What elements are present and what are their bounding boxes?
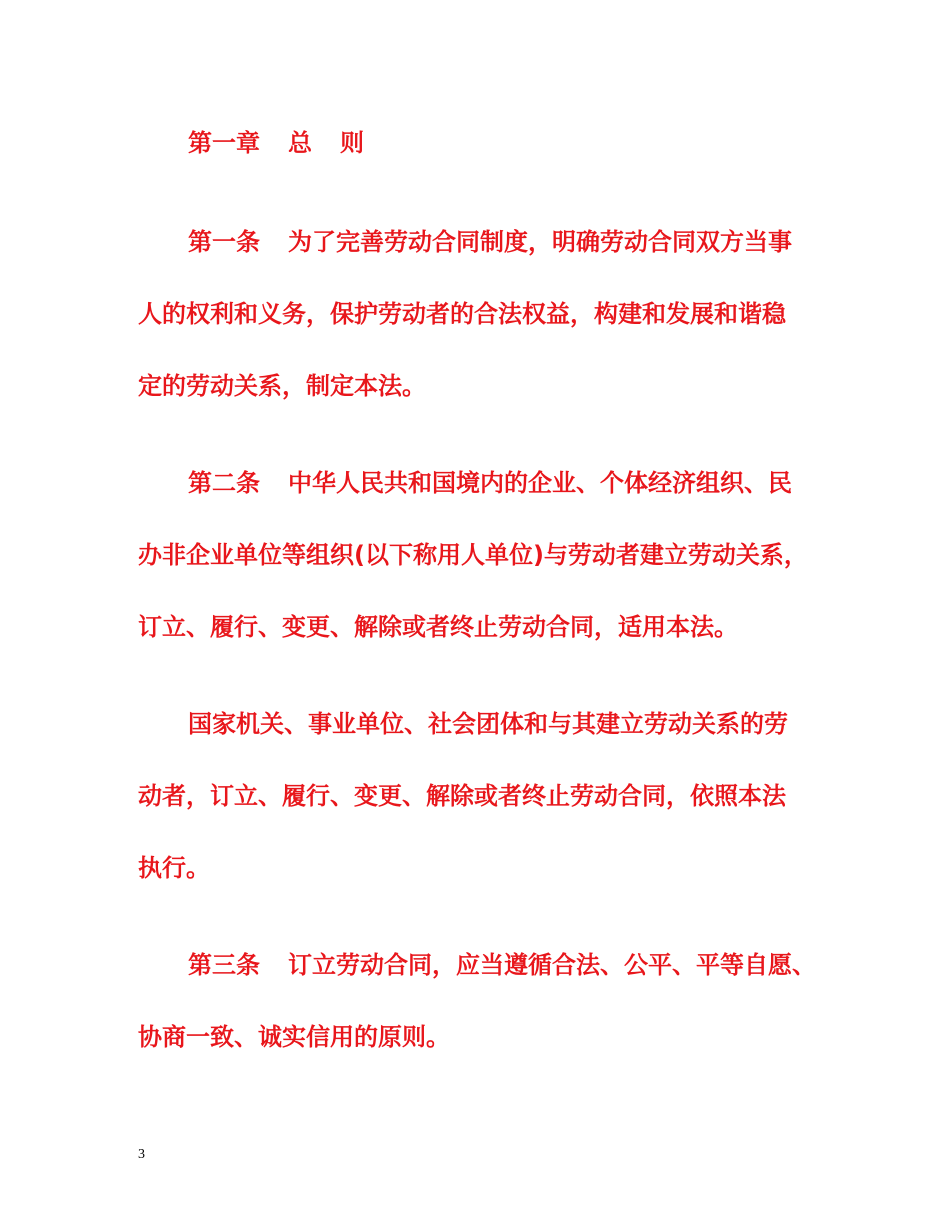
article-2-text-1: 中华人民共和国境内的企业、个体经济组织、民 — [288, 469, 792, 497]
article-1-line-2: 人的权利和义务，保护劳动者的合法权益，构建和发展和谐稳 — [138, 300, 786, 328]
article-2-line-1 — [188, 468, 792, 498]
article-2-line-2: 办非企业单位等组织(以下称用人单位)与劳动者建立劳动关系， — [138, 541, 808, 569]
article-1-line-1 — [188, 227, 792, 257]
article-2-para-2-line-1: 国家机关、事业单位、社会团体和与其建立劳动关系的劳 — [188, 710, 788, 738]
chapter-title-part2: 则 — [340, 129, 364, 157]
article-3-line-2: 协商一致、诚实信用的原则。 — [138, 1023, 450, 1051]
chapter-title-part1: 总 — [288, 129, 312, 157]
article-2-para-2-line-3: 执行。 — [138, 854, 210, 882]
article-2-label: 第二条 — [188, 469, 260, 497]
article-2-line-3: 订立、履行、变更、解除或者终止劳动合同，适用本法。 — [138, 613, 738, 641]
article-3-label: 第三条 — [188, 951, 260, 979]
article-1-label: 第一条 — [188, 228, 260, 256]
article-2-para-2-line-2: 动者，订立、履行、变更、解除或者终止劳动合同，依照本法 — [138, 782, 786, 810]
article-1-line-3: 定的劳动关系，制定本法。 — [138, 372, 426, 400]
chapter-label: 第一章 — [188, 129, 260, 157]
article-1-text-1: 为了完善劳动合同制度，明确劳动合同双方当事 — [288, 228, 792, 256]
chapter-heading — [188, 128, 364, 158]
page-number: 3 — [138, 1147, 145, 1162]
article-3-text-1: 订立劳动合同，应当遵循合法、公平、平等自愿、 — [288, 951, 816, 979]
article-3-line-1 — [188, 950, 816, 980]
